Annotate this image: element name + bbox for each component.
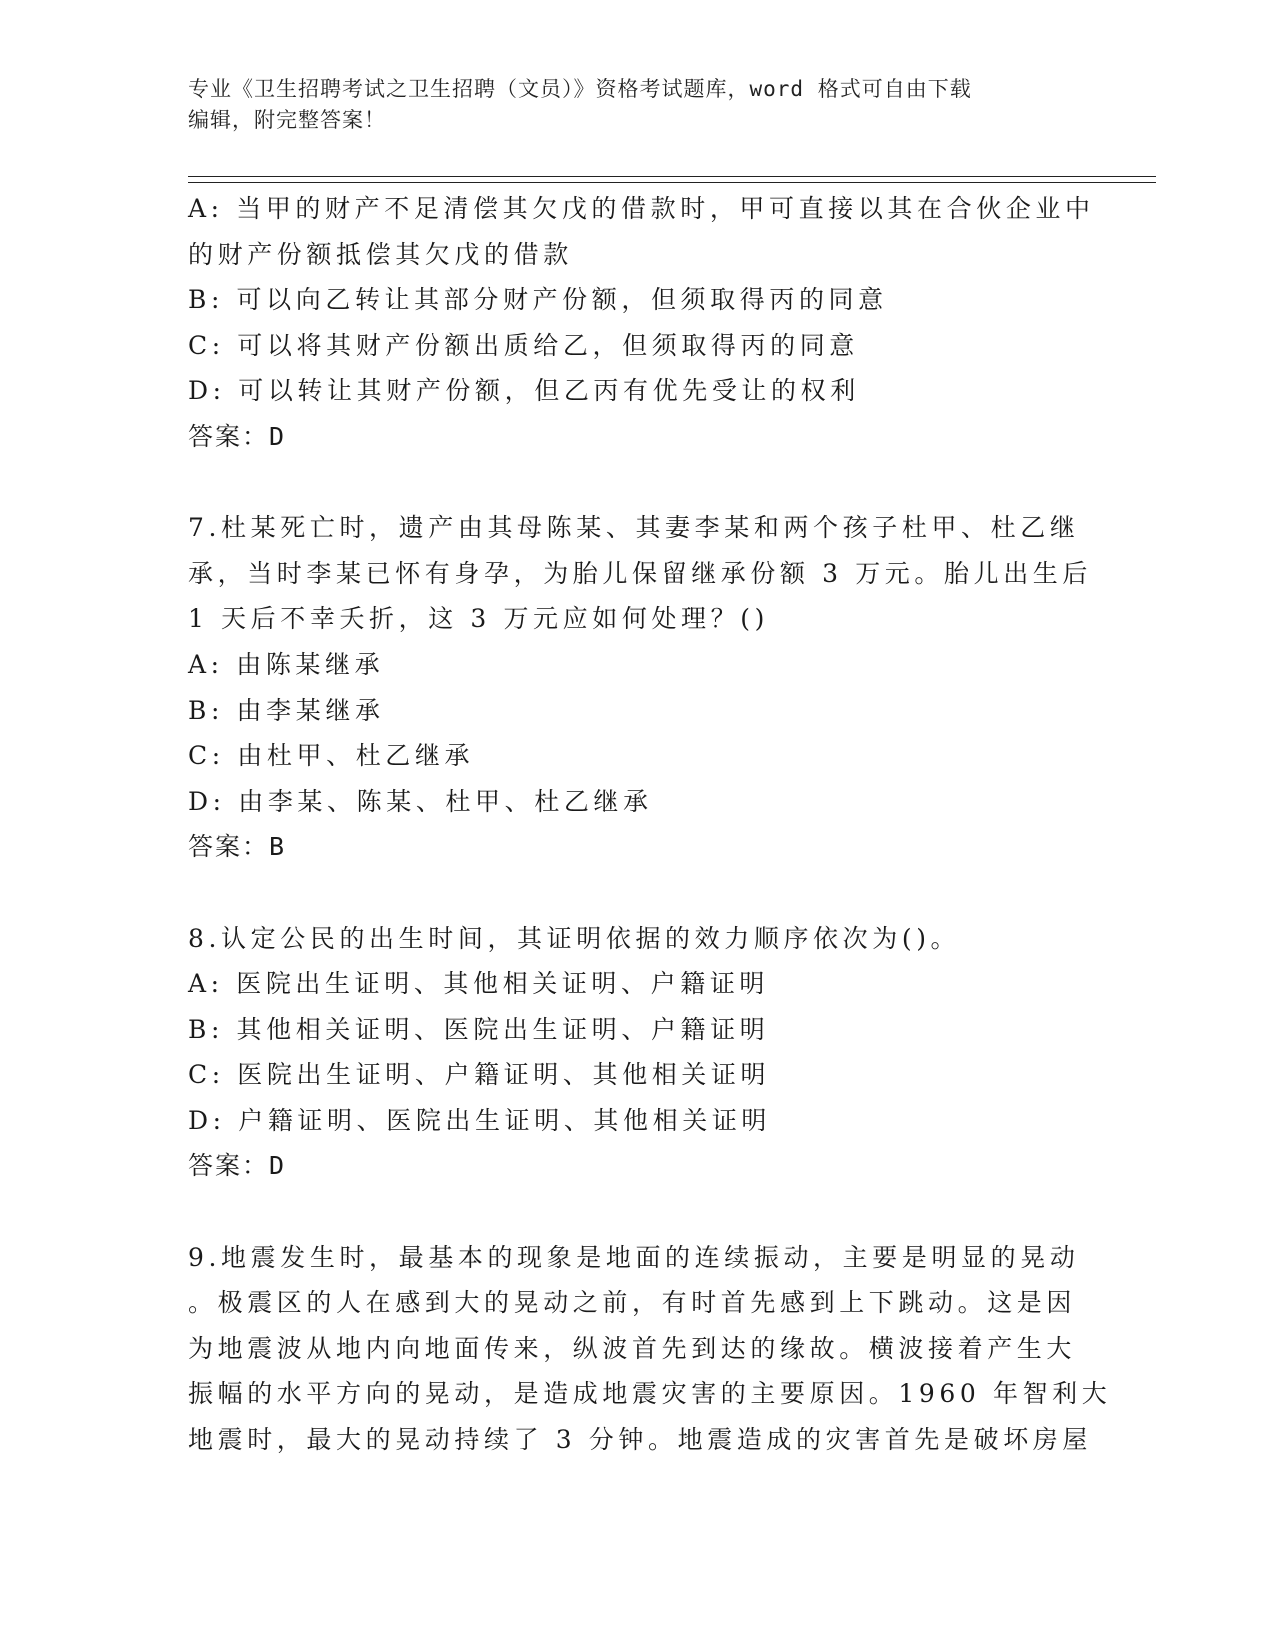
question-6-block: [188, 186, 1095, 460]
q6-option-a-line-2: 的财产份额抵偿其欠戊的借款: [188, 239, 573, 269]
q7-answer: 答案：B: [188, 832, 287, 862]
q7-stem-line-3: 1 天后不幸夭折，这 3 万元应如何处理？(): [188, 604, 769, 634]
q6-option-b: B: 可以向乙转让其部分财产份额，但须取得丙的同意: [188, 285, 888, 315]
q8-option-b: B: 其他相关证明、医院出生证明、户籍证明: [188, 1014, 770, 1044]
spacer: [188, 1189, 1078, 1235]
q8-stem-line-1: 8.认定公民的出生时间，其证明依据的效力顺序依次为()。: [188, 923, 961, 953]
q8-option-d: D: 户籍证明、医院出生证明、其他相关证明: [188, 1105, 772, 1135]
header-line-1: 专业《卫生招聘考试之卫生招聘（文员）》资格考试题库，word 格式可自由下载: [188, 77, 972, 101]
q9-stem-line-2: 。极震区的人在感到大的晃动之前，有时首先感到上下跳动。这是因: [188, 1288, 1077, 1318]
page-header: [188, 74, 1068, 136]
q6-option-d: D: 可以转让其财产份额，但乙丙有优先受让的权利: [188, 376, 860, 406]
q9-stem-line-3: 为地震波从地内向地面传来，纵波首先到达的缘故。横波接着产生大: [188, 1333, 1077, 1363]
q9-stem-line-1: 9.地震发生时，最基本的现象是地面的连续振动，主要是明显的晃动: [188, 1242, 1080, 1272]
q6-answer: 答案：D: [188, 421, 287, 451]
header-line-2: 编辑，附完整答案！: [188, 108, 386, 132]
q8-answer: 答案：D: [188, 1151, 287, 1181]
q7-stem-line-2: 承，当时李某已怀有身孕，为胎儿保留继承份额 3 万元。胎儿出生后: [188, 558, 1093, 588]
question-8-block: [188, 916, 1078, 1190]
q7-option-d: D: 由李某、陈某、杜甲、杜乙继承: [188, 786, 653, 816]
q6-option-c: C: 可以将其财产份额出质给乙，但须取得丙的同意: [188, 330, 859, 360]
question-9-block: [188, 1235, 1112, 1463]
header-rule-top: [188, 176, 1156, 177]
q9-stem-line-5: 地震时，最大的晃动持续了 3 分钟。地震造成的灾害首先是破坏房屋: [188, 1425, 1093, 1455]
q8-option-a: A: 医院出生证明、其他相关证明、户籍证明: [188, 969, 770, 999]
q8-option-c: C: 医院出生证明、户籍证明、其他相关证明: [188, 1060, 771, 1090]
q7-option-a: A: 由陈某继承: [188, 649, 385, 679]
q7-stem-line-1: 7.杜某死亡时，遗产由其母陈某、其妻李某和两个孩子杜甲、杜乙继: [188, 513, 1080, 543]
q7-option-c: C: 由杜甲、杜乙继承: [188, 741, 475, 771]
spacer: [188, 870, 1078, 916]
q9-stem-line-4: 振幅的水平方向的晃动，是造成地震灾害的主要原因。1960 年智利大: [188, 1379, 1112, 1409]
q6-option-a-line-1: A: 当甲的财产不足清偿其欠戊的借款时，甲可直接以其在合伙企业中: [188, 194, 1095, 223]
question-content: [188, 186, 1112, 1463]
q7-option-b: B: 由李某继承: [188, 695, 385, 725]
question-7-block: [188, 505, 1093, 870]
spacer: [188, 460, 1078, 506]
header-rule-bottom: [188, 182, 1156, 183]
